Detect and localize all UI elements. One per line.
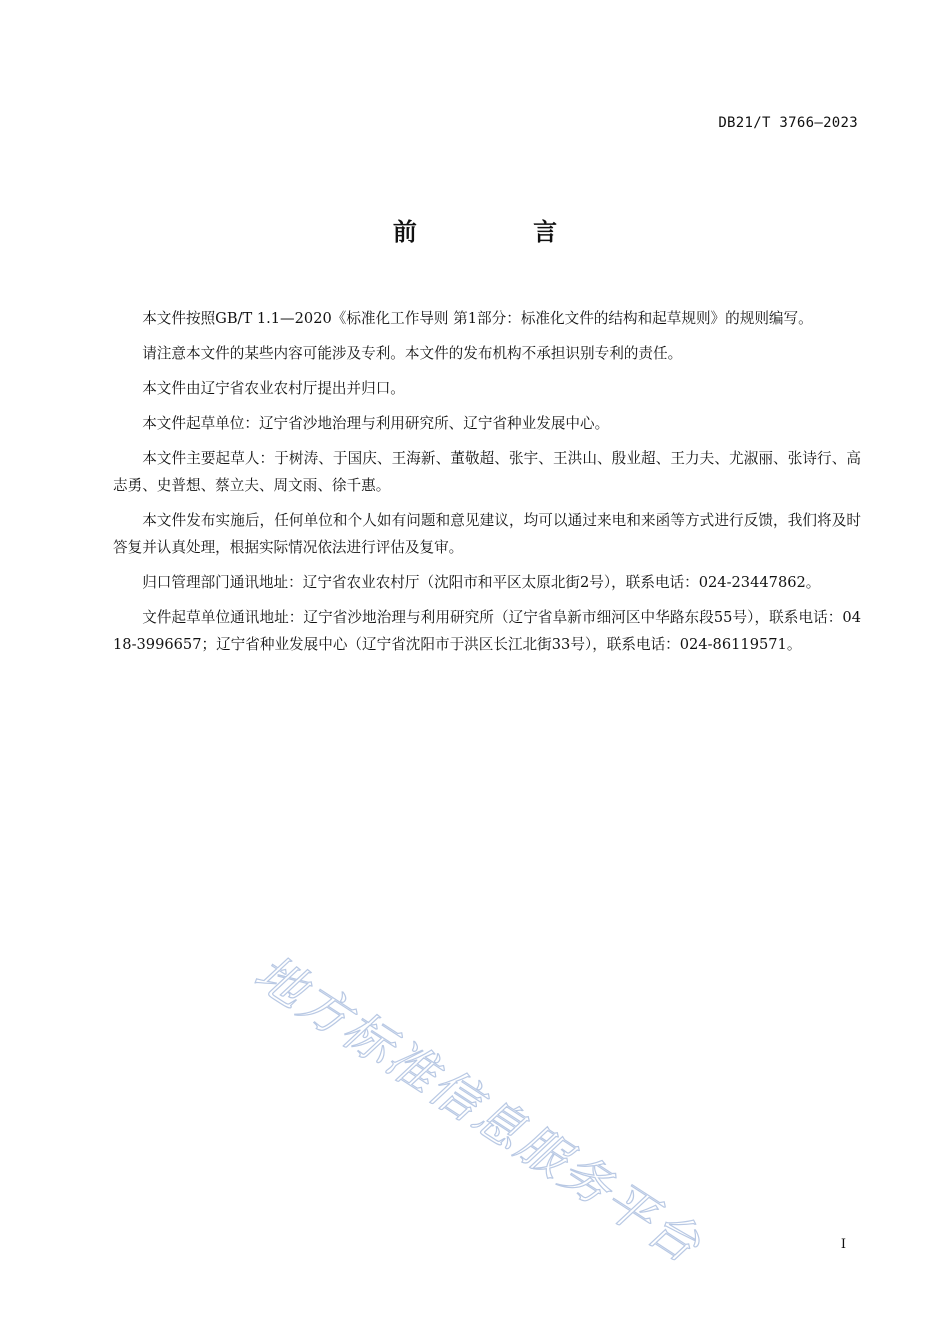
paragraph-feedback: 本文件发布实施后，任何单位和个人如有问题和意见建议，均可以通过来电和来函等方式进行反馈，我们将及时答复并认真处理，根据实际情况依法进行评估及复审。 [113,512,861,556]
page-title: 前 言 [392,218,612,246]
document-code: DB21/T 3766—2023 [718,115,858,131]
foreword-body [113,305,861,666]
paragraph-proposer: 本文件由辽宁省农业农村厅提出并归口。 [142,380,405,397]
page-number: I [840,1237,846,1252]
paragraph-drafting-units: 本文件起草单位：辽宁省沙地治理与利用研究所、辽宁省种业发展中心。 [142,415,610,432]
paragraph-drafting-rules: 本文件按照GB/T 1.1—2020《标准化工作导则 第1部分：标准化文件的结构和起草规则》的规则编写。 [142,310,813,327]
paragraph-drafters: 本文件主要起草人：于树涛、于国庆、王海新、董敬超、张宇、王洪山、殷业超、王力夫、尤淑丽、张诗行、高志勇、史普想、蔡立夫、周文雨、徐千惠。 [113,450,861,494]
paragraph-patent-notice: 请注意本文件的某些内容可能涉及专利。本文件的发布机构不承担识别专利的责任。 [142,345,683,362]
paragraph-management-address: 归口管理部门通讯地址：辽宁省农业农村厅（沈阳市和平区太原北街2号），联系电话：024-23447862。 [142,574,821,591]
watermark: 地方标准信息服务平台 [244,944,712,1276]
paragraph-drafting-address: 文件起草单位通讯地址：辽宁省沙地治理与利用研究所（辽宁省阜新市细河区中华路东段55号），联系电话：0418-3996657；辽宁省种业发展中心（辽宁省沈阳市于洪区长江北街33号），联系电话：024-86119571。 [113,609,861,653]
